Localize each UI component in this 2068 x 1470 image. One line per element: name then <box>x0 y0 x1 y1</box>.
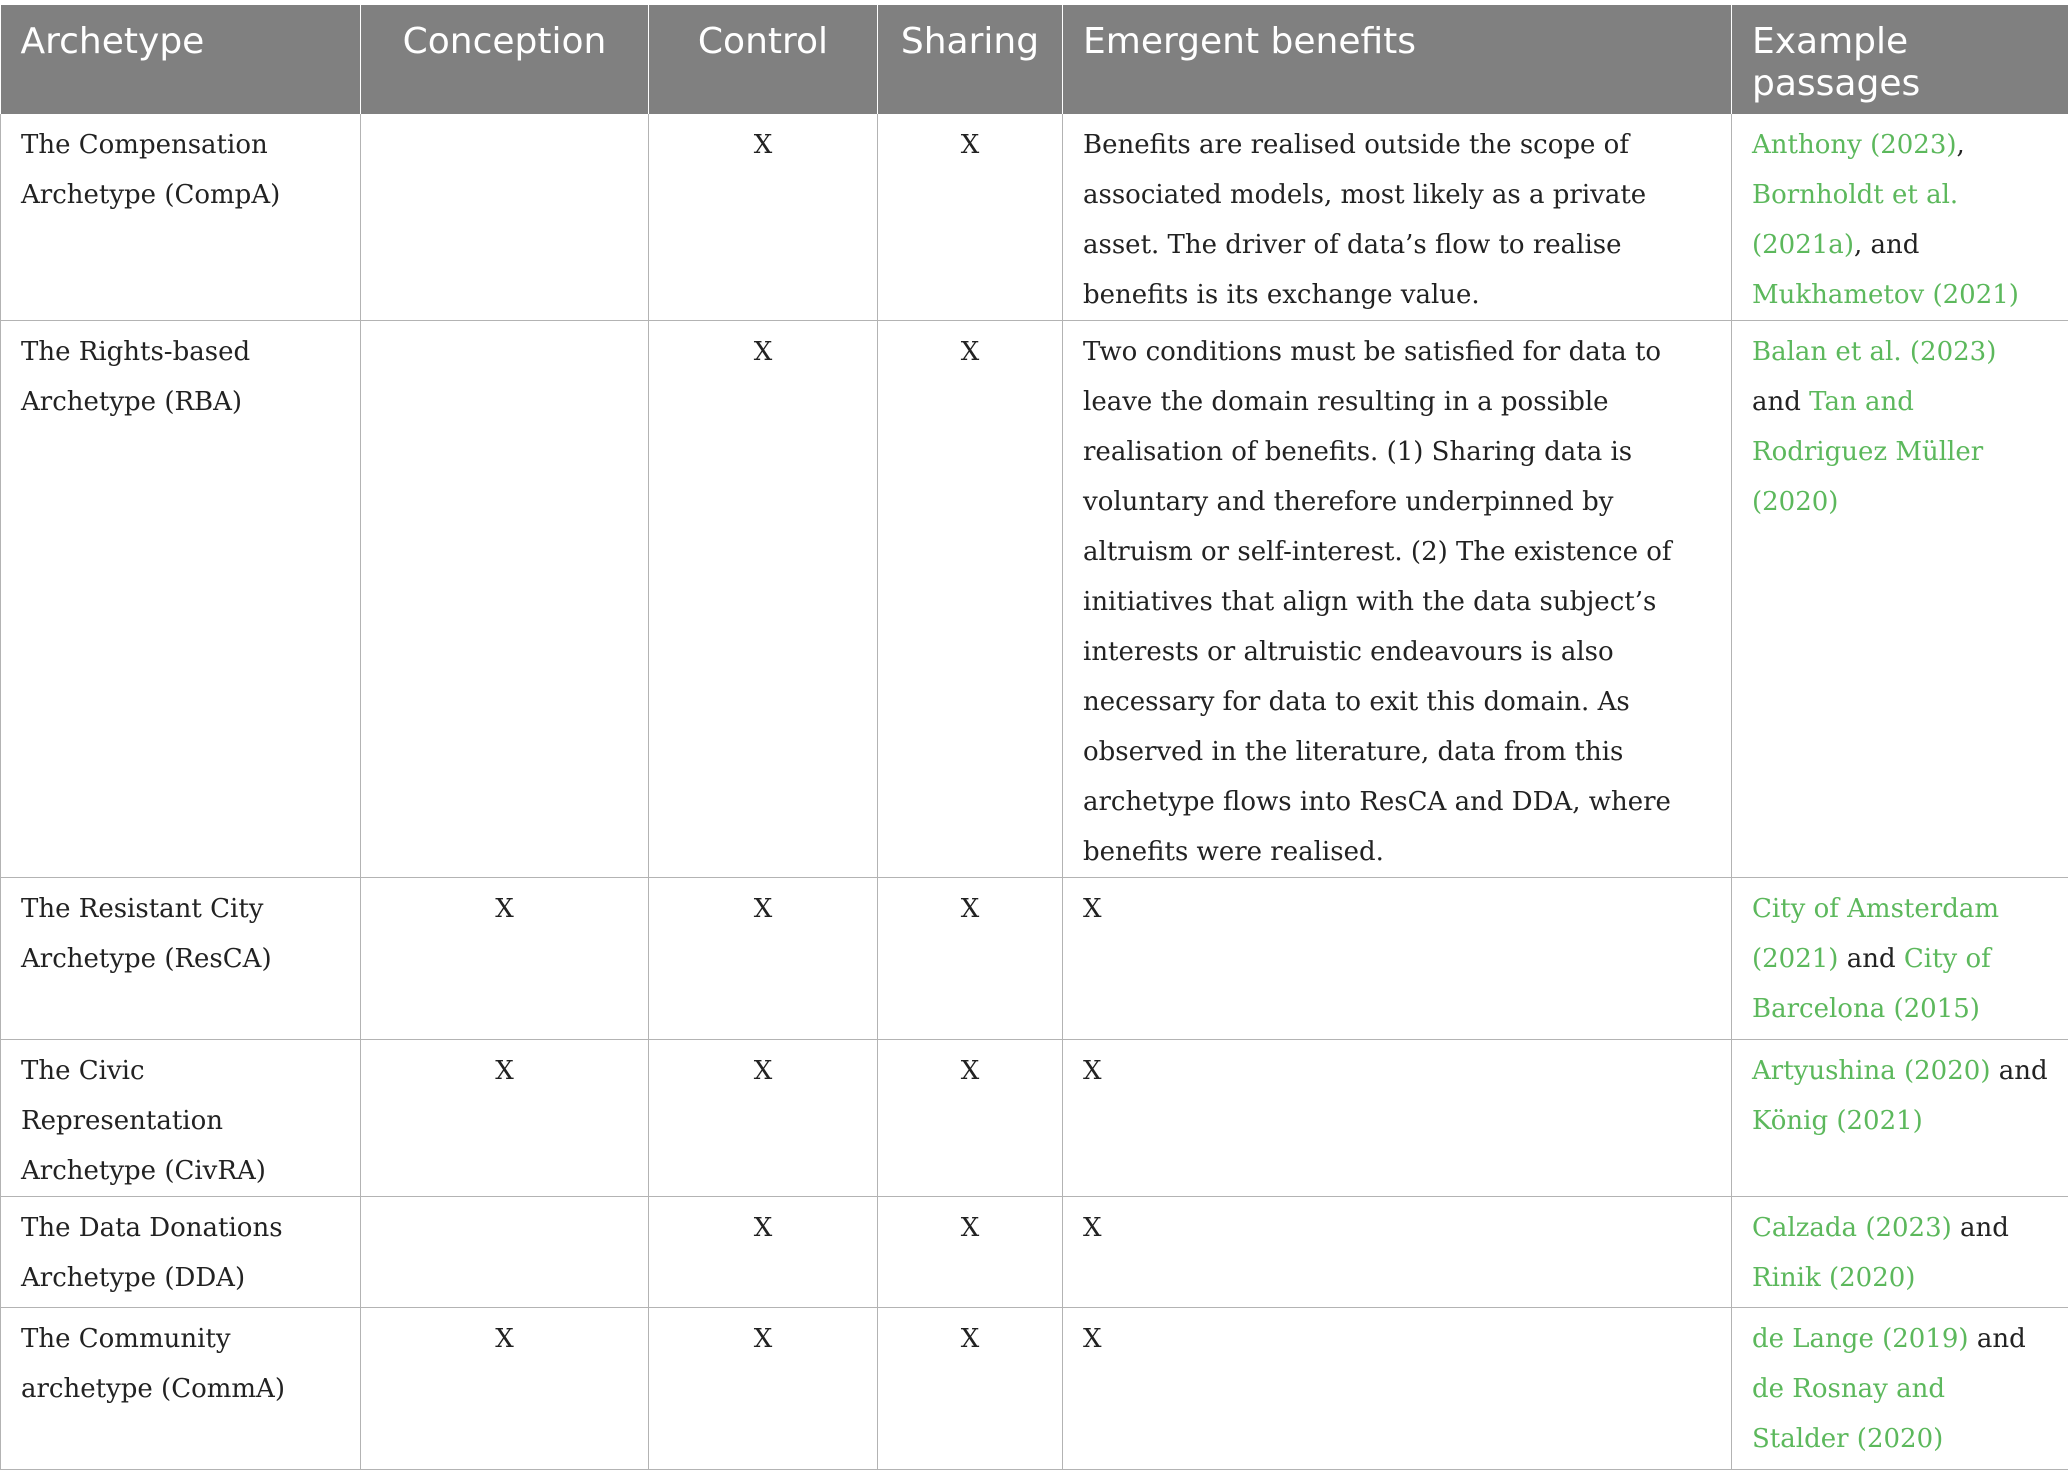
reference-link[interactable]: König (2021) <box>1752 1106 1923 1136</box>
cell-archetype: The Community archetype (CommA) <box>1 1308 361 1470</box>
cell-sharing: X <box>878 1308 1063 1470</box>
cell-archetype: The Resistant City Archetype (ResCA) <box>1 878 361 1040</box>
cell-conception: X <box>361 1040 649 1197</box>
cell-benefits: X <box>1063 1040 1732 1197</box>
cell-conception <box>361 1197 649 1308</box>
cell-control: X <box>649 114 878 321</box>
reference-link[interactable]: Bornholdt et al. (2021a) <box>1752 180 1958 260</box>
cell-sharing: X <box>878 1197 1063 1308</box>
cell-sharing: X <box>878 878 1063 1040</box>
cell-control: X <box>649 878 878 1040</box>
cell-conception <box>361 114 649 321</box>
reference-link[interactable]: Balan et al. (2023) <box>1752 337 1996 367</box>
table-row <box>1 1197 2068 1308</box>
cell-passages <box>1732 878 2068 1040</box>
cell-archetype: The Compensation Archetype (CompA) <box>1 114 361 321</box>
reference-separator: , <box>1957 130 1965 160</box>
reference-link[interactable]: Rinik (2020) <box>1752 1263 1915 1293</box>
header-control: Control <box>649 5 878 114</box>
header-sharing: Sharing <box>878 5 1063 114</box>
reference-separator: and <box>1752 387 1809 417</box>
cell-archetype: The Rights-based Archetype (RBA) <box>1 321 361 878</box>
reference-link[interactable]: de Lange (2019) <box>1752 1324 1969 1354</box>
cell-passages <box>1732 114 2068 321</box>
header-conception: Conception <box>361 5 649 114</box>
cell-benefits: Benefits are realised outside the scope of associated models, most likely as a private asset. The driver of data’s flow to realise benefits is its exchange value. <box>1063 114 1732 321</box>
reference-link[interactable]: Calzada (2023) <box>1752 1213 1952 1243</box>
cell-passages <box>1732 1197 2068 1308</box>
cell-passages <box>1732 1040 2068 1197</box>
cell-archetype: The Civic Representation Archetype (CivRA) <box>1 1040 361 1197</box>
header-emergent-benefits: Emergent benefits <box>1063 5 1732 114</box>
table-row <box>1 878 2068 1040</box>
header-example-passages: Example passages <box>1732 5 2068 114</box>
cell-benefits: Two conditions must be satisfied for data to leave the domain resulting in a possible realisation of benefits. (1) Sharing data is voluntary and therefore underpinned by altruism or self-interest. (2) The existence of initiatives that align with the data subject’s interests or altruistic endeavours is also necessary for data to exit this domain. As observed in the literature, data from this archetype flows into ResCA and DDA, where benefits were realised. <box>1063 321 1732 878</box>
table-row <box>1 1308 2068 1470</box>
table-header <box>1 5 2068 114</box>
table-row <box>1 114 2068 321</box>
cell-control: X <box>649 1040 878 1197</box>
cell-benefits: X <box>1063 1308 1732 1470</box>
reference-separator: and <box>1969 1324 2026 1354</box>
cell-control: X <box>649 1197 878 1308</box>
reference-link[interactable]: Anthony (2023) <box>1752 130 1957 160</box>
cell-sharing: X <box>878 1040 1063 1197</box>
cell-archetype: The Data Donations Archetype (DDA) <box>1 1197 361 1308</box>
cell-benefits: X <box>1063 1197 1732 1308</box>
header-archetype: Archetype <box>1 5 361 114</box>
cell-sharing: X <box>878 321 1063 878</box>
reference-link[interactable]: City of Barcelona (2015) <box>1752 944 1991 1024</box>
reference-link[interactable]: Mukhametov (2021) <box>1752 280 2019 310</box>
reference-link[interactable]: de Rosnay and Stalder (2020) <box>1752 1374 1945 1454</box>
cell-control: X <box>649 1308 878 1470</box>
cell-conception: X <box>361 1308 649 1470</box>
archetypes-table <box>0 5 2068 1470</box>
reference-separator: , and <box>1854 230 1919 260</box>
reference-separator: and <box>1990 1056 2047 1086</box>
table-row <box>1 1040 2068 1197</box>
reference-link[interactable]: City of Amsterdam (2021) <box>1752 894 1999 974</box>
table-row <box>1 321 2068 878</box>
cell-conception <box>361 321 649 878</box>
cell-passages <box>1732 321 2068 878</box>
cell-conception: X <box>361 878 649 1040</box>
cell-sharing: X <box>878 114 1063 321</box>
cell-benefits: X <box>1063 878 1732 1040</box>
reference-link[interactable]: Tan and Rodriguez Müller (2020) <box>1752 387 1983 517</box>
reference-link[interactable]: Artyushina (2020) <box>1752 1056 1990 1086</box>
reference-separator: and <box>1838 944 1903 974</box>
reference-separator: and <box>1952 1213 2009 1243</box>
cell-passages <box>1732 1308 2068 1470</box>
cell-control: X <box>649 321 878 878</box>
